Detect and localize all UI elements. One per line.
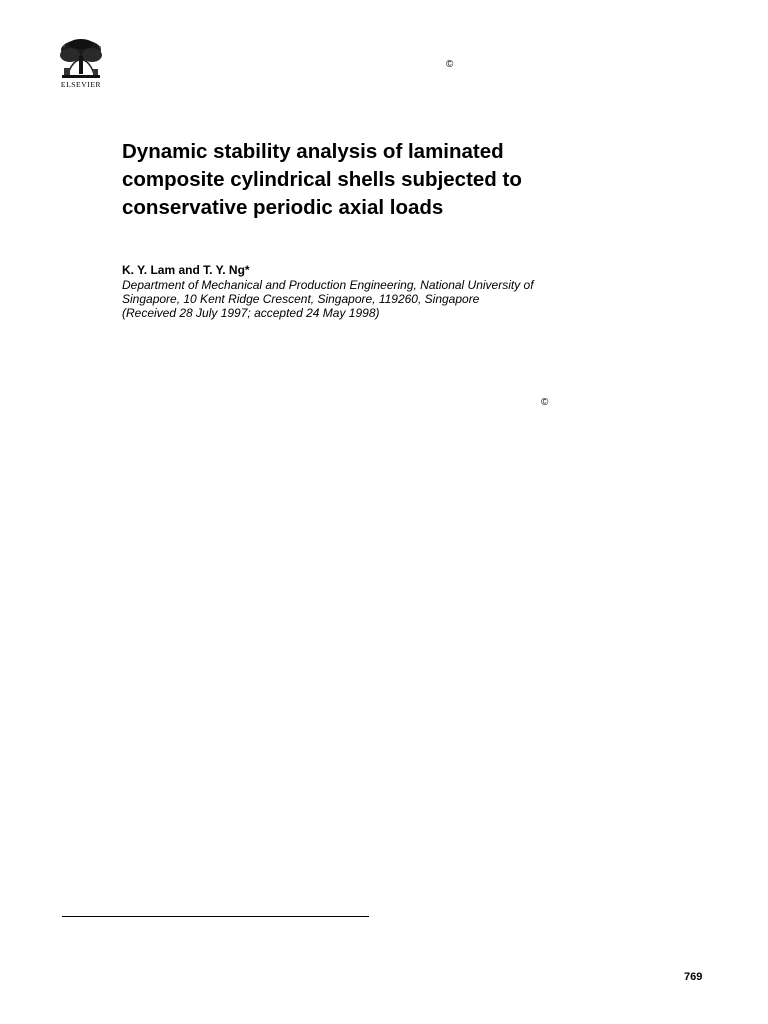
authors: K. Y. Lam and T. Y. Ng* <box>122 263 250 277</box>
abstract-copyright-symbol: © <box>541 397 549 408</box>
received-dates: (Received 28 July 1997; accepted 24 May 1998) <box>122 306 380 320</box>
page-number: 769 <box>684 971 703 983</box>
footnote-divider <box>62 916 369 917</box>
title-line: composite cylindrical shells subjected to <box>122 168 522 191</box>
title-line: Dynamic stability analysis of laminated <box>122 140 504 163</box>
affiliation-line: Singapore, 10 Kent Ridge Crescent, Singapore, 119260, Singapore <box>122 292 480 306</box>
publisher-name: ELSEVIER <box>60 80 102 89</box>
article-title <box>122 138 602 222</box>
header-copyright-symbol: © <box>446 59 454 70</box>
affiliation-line: Department of Mechanical and Production Engineering, National University of <box>122 278 534 292</box>
affiliation <box>122 278 622 320</box>
elsevier-tree-icon <box>50 38 112 80</box>
elsevier-logo <box>50 38 112 90</box>
title-line: conservative periodic axial loads <box>122 196 444 219</box>
